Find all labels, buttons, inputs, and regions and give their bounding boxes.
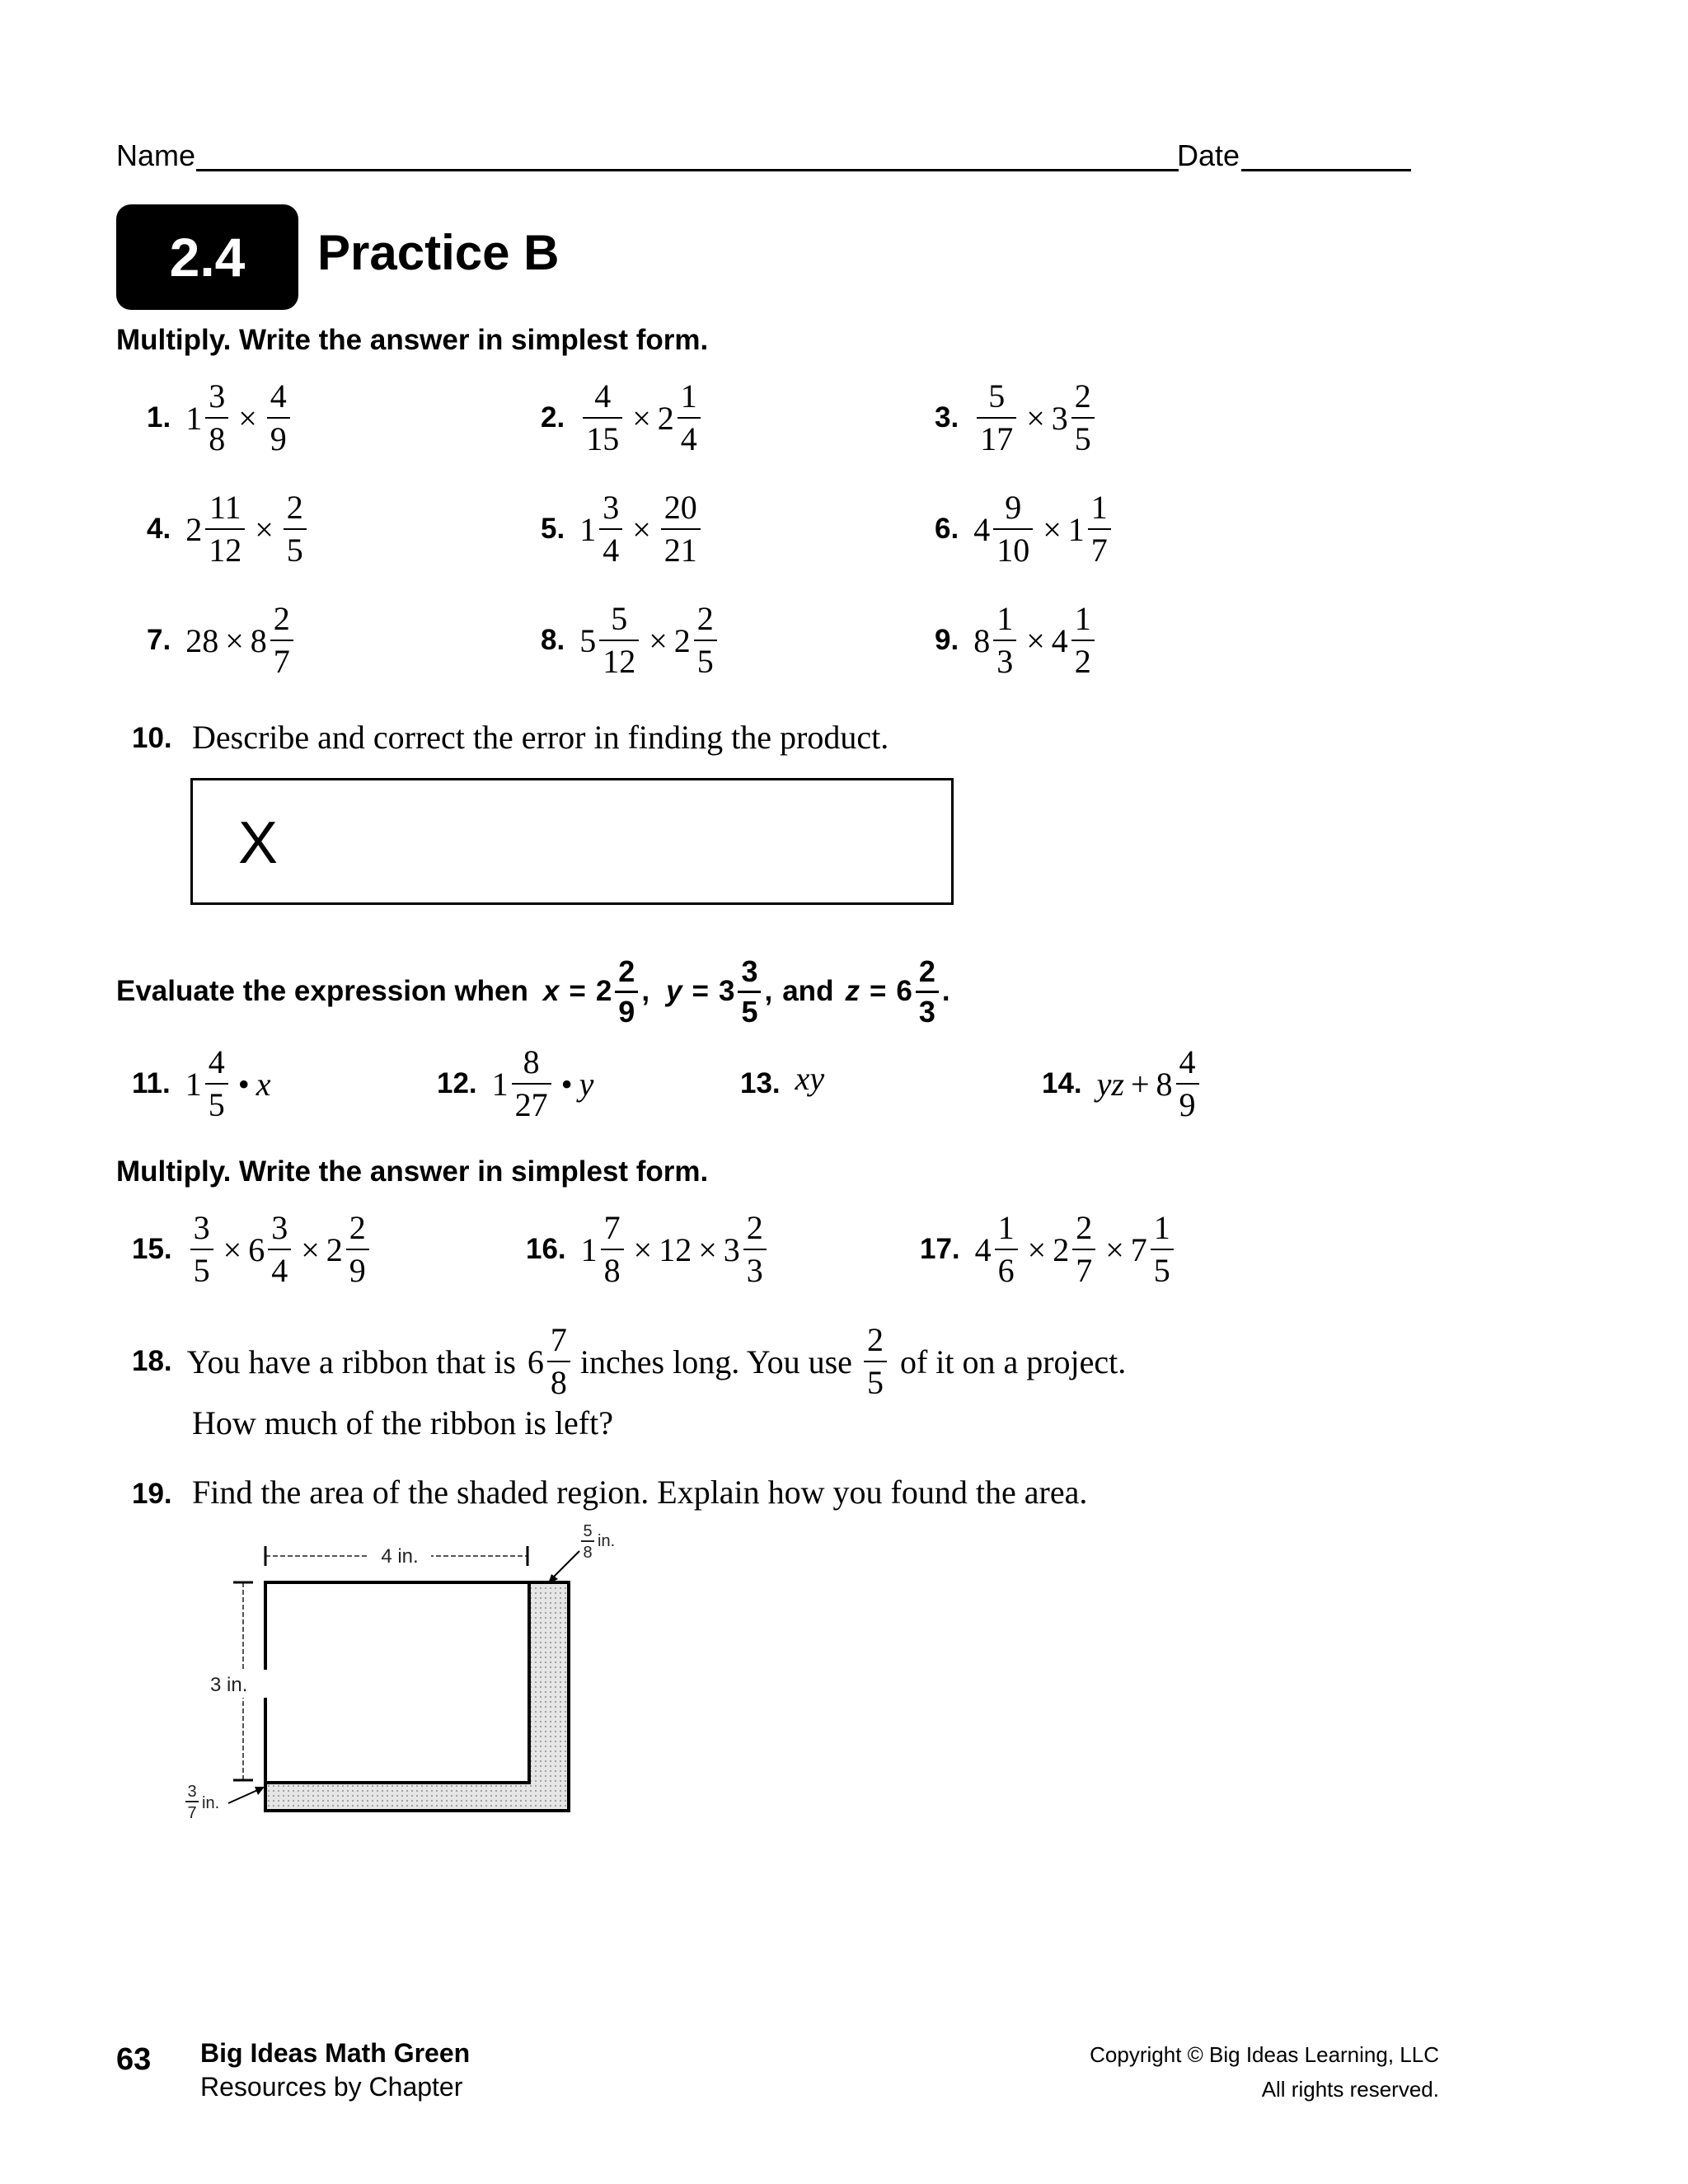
- denominator: 9: [615, 991, 638, 1028]
- whole: 4: [974, 1230, 992, 1268]
- fraction: [661, 490, 701, 568]
- copyright: Copyright © Big Ideas Learning, LLC: [1090, 2042, 1439, 2067]
- problem-15: [132, 1204, 373, 1295]
- denominator: 5: [738, 991, 761, 1028]
- problem-number: 14.: [1042, 1067, 1082, 1099]
- numerator: 2: [286, 489, 303, 526]
- whole: 6: [527, 1343, 544, 1380]
- fraction: [995, 1211, 1018, 1288]
- fraction: [993, 602, 1016, 679]
- fraction: [205, 379, 228, 457]
- equals-sign: =: [869, 975, 887, 1007]
- whole: 2: [1053, 1230, 1070, 1268]
- whole: 8: [1156, 1065, 1173, 1103]
- var-z: z: [845, 975, 860, 1007]
- denominator: 12: [599, 640, 639, 679]
- fraction: [601, 1211, 624, 1288]
- fraction: [547, 1323, 570, 1400]
- variable: x: [256, 1065, 271, 1103]
- denominator: 9: [346, 1249, 369, 1288]
- bottom-height-denominator: 7: [187, 1804, 197, 1822]
- operator: ×: [1027, 1230, 1047, 1268]
- fraction: [270, 602, 293, 679]
- denominator: 10: [993, 528, 1033, 568]
- numerator: 2: [866, 1321, 884, 1358]
- whole: 1: [579, 510, 597, 548]
- denominator: 12: [205, 528, 245, 568]
- denominator: 7: [1072, 1249, 1095, 1288]
- expression: yz: [1096, 1065, 1124, 1103]
- fraction: [993, 490, 1033, 568]
- problem-number: 8.: [541, 624, 565, 656]
- fraction: [1151, 1211, 1174, 1288]
- fraction: [678, 379, 701, 457]
- page-title: Practice B: [317, 225, 560, 280]
- problem-number: 6.: [935, 513, 959, 545]
- fraction: [1071, 602, 1095, 679]
- numerator: 2: [1076, 1209, 1093, 1246]
- problem-number: 13.: [740, 1067, 781, 1099]
- numerator: 2: [696, 600, 714, 637]
- inner-rectangle: [265, 1582, 529, 1783]
- fraction: [599, 602, 639, 679]
- problem-3: [935, 373, 1098, 463]
- and-word: and: [782, 975, 834, 1007]
- whole: 2: [185, 510, 203, 548]
- operator: •: [560, 1065, 573, 1103]
- denominator: 8: [205, 417, 228, 457]
- numerator: 3: [271, 1209, 288, 1246]
- denominator: 5: [864, 1361, 887, 1400]
- whole: 1: [185, 399, 203, 437]
- problem-number: 1.: [147, 401, 171, 434]
- problem-11: [132, 1038, 271, 1129]
- denominator: 5: [1071, 417, 1095, 457]
- fraction: [1088, 490, 1111, 568]
- whole: 6: [248, 1230, 265, 1268]
- numerator: 1: [1074, 600, 1091, 637]
- whole: 8: [250, 621, 267, 659]
- fraction: [284, 490, 307, 568]
- whole: 2: [657, 399, 674, 437]
- denominator: 9: [267, 417, 290, 457]
- page-number: 63: [116, 2042, 152, 2077]
- fraction: [268, 1211, 291, 1288]
- numerator: 2: [918, 954, 935, 988]
- integer: 28: [185, 621, 219, 659]
- numerator: 5: [988, 377, 1006, 415]
- numerator: 7: [550, 1321, 567, 1358]
- side-width-unit: in.: [598, 1532, 616, 1550]
- denominator: 5: [190, 1249, 213, 1288]
- problem-14: [1042, 1038, 1203, 1129]
- numerator: 2: [273, 600, 290, 637]
- numerator: 8: [523, 1043, 540, 1080]
- operator: ×: [1105, 1230, 1124, 1268]
- operator: ×: [223, 1230, 242, 1268]
- denominator: 4: [268, 1249, 291, 1288]
- fraction: [267, 379, 290, 457]
- problem-18-text-2: inches long. You use: [579, 1343, 852, 1380]
- fraction: [1176, 1045, 1199, 1122]
- whole: 1: [580, 1230, 598, 1268]
- denominator: 9: [1176, 1083, 1199, 1122]
- fraction: [583, 379, 622, 457]
- date-field[interactable]: [1241, 169, 1411, 171]
- problem-number: 11.: [132, 1067, 171, 1099]
- instruction-multiply-2: Multiply. Write the answer in simplest form.: [116, 1155, 709, 1188]
- fraction: [205, 1045, 228, 1122]
- book-subtitle: Resources by Chapter: [200, 2072, 463, 2102]
- operator: ×: [1043, 510, 1062, 548]
- name-field[interactable]: [196, 169, 1179, 171]
- width-label: 4 in.: [381, 1545, 419, 1568]
- whole: 3: [718, 975, 735, 1007]
- problem-number: 5.: [541, 513, 565, 545]
- whole: 1: [1067, 510, 1085, 548]
- numerator: 3: [603, 489, 620, 526]
- problem-7: [147, 595, 297, 686]
- numerator: 3: [193, 1209, 210, 1246]
- problem-18: [132, 1316, 1126, 1407]
- problem-10-number: 10.: [132, 722, 172, 754]
- problem-number: 15.: [132, 1233, 172, 1265]
- problem-1: [147, 373, 293, 463]
- fraction: [738, 956, 761, 1028]
- error-box: [190, 778, 954, 905]
- numerator: 3: [741, 954, 758, 988]
- instruction-multiply-1: Multiply. Write the answer in simplest form.: [116, 324, 709, 356]
- problem-4: [147, 484, 310, 574]
- numerator: 1: [997, 1209, 1015, 1246]
- fraction: [615, 956, 638, 1028]
- denominator: 8: [547, 1361, 570, 1400]
- denominator: 5: [694, 640, 717, 679]
- evaluate-prefix: Evaluate the expression when: [116, 975, 528, 1007]
- whole: 5: [579, 621, 597, 659]
- denominator: 17: [977, 417, 1016, 457]
- operator: ×: [1026, 399, 1045, 437]
- problem-17: [920, 1204, 1177, 1295]
- problem-number: 9.: [935, 624, 959, 656]
- height-label: 3 in.: [210, 1674, 248, 1696]
- period: .: [941, 975, 950, 1007]
- book-title: Big Ideas Math Green: [200, 2038, 471, 2068]
- fraction: [1072, 1211, 1095, 1288]
- fraction: [599, 490, 622, 568]
- numerator: 7: [603, 1209, 621, 1246]
- denominator: 7: [1088, 528, 1111, 568]
- section-badge: [116, 204, 298, 310]
- whole: 3: [723, 1230, 740, 1268]
- evaluate-instruction: [116, 954, 950, 1029]
- problem-number: 3.: [935, 401, 959, 434]
- denominator: 4: [678, 417, 701, 457]
- numerator: 5: [611, 600, 628, 637]
- operator: ×: [301, 1230, 320, 1268]
- side-width-denominator: 8: [583, 1544, 593, 1562]
- numerator: 9: [1005, 489, 1022, 526]
- shaded-region-figure: [177, 1516, 639, 1863]
- problem-18-text-3: of it on a project.: [899, 1343, 1127, 1380]
- denominator: 5: [1151, 1249, 1174, 1288]
- fraction: [205, 490, 245, 568]
- fraction: [694, 602, 717, 679]
- operator: ×: [698, 1230, 717, 1268]
- denominator: 4: [599, 528, 622, 568]
- denominator: 3: [916, 991, 939, 1028]
- numerator: 1: [1153, 1209, 1170, 1246]
- expression: xy: [795, 1059, 825, 1097]
- operator: ×: [632, 510, 651, 548]
- operator: +: [1130, 1065, 1150, 1103]
- denominator: 27: [512, 1083, 551, 1122]
- variable: y: [579, 1065, 594, 1103]
- rights: All rights reserved.: [1261, 2077, 1439, 2102]
- denominator: 8: [601, 1249, 624, 1288]
- numerator: 1: [1090, 489, 1108, 526]
- problem-10-text: Describe and correct the error in finding the product.: [192, 719, 889, 756]
- operator: ×: [633, 1230, 653, 1268]
- denominator: 5: [284, 528, 307, 568]
- problem-number: 16.: [526, 1233, 566, 1265]
- whole: 2: [326, 1230, 343, 1268]
- whole: 7: [1130, 1230, 1147, 1268]
- problem-5: [541, 484, 704, 574]
- whole: 4: [1051, 621, 1068, 659]
- problem-13: [740, 1038, 824, 1129]
- fraction: [512, 1045, 551, 1122]
- numerator: 4: [594, 377, 612, 415]
- var-y: y: [666, 975, 682, 1007]
- numerator: 2: [746, 1209, 763, 1246]
- date-label: Date: [1177, 138, 1240, 172]
- whole: 1: [491, 1065, 509, 1103]
- problem-19-text: Find the area of the shaded region. Explain how you found the area.: [192, 1474, 1088, 1511]
- numerator: 2: [1074, 377, 1091, 415]
- fraction: [346, 1211, 369, 1288]
- problem-19-number: 19.: [132, 1478, 172, 1510]
- denominator: 21: [661, 528, 701, 568]
- problem-number: 17.: [920, 1233, 960, 1265]
- numerator: 1: [680, 377, 697, 415]
- denominator: 6: [995, 1249, 1018, 1288]
- name-label: Name: [116, 138, 196, 172]
- numerator: 2: [349, 1209, 366, 1246]
- numerator: 1: [996, 600, 1014, 637]
- comma: ,: [641, 975, 650, 1007]
- operator: •: [237, 1065, 250, 1103]
- fraction: [1071, 379, 1095, 457]
- operator: ×: [649, 621, 668, 659]
- numerator: 20: [663, 489, 697, 526]
- comma: ,: [764, 975, 773, 1007]
- problem-16: [526, 1204, 770, 1295]
- bottom-height-unit: in.: [202, 1794, 220, 1812]
- error-x-mark: X: [238, 810, 279, 876]
- denominator: 3: [993, 640, 1016, 679]
- whole: 2: [673, 621, 691, 659]
- operator: ×: [1026, 621, 1045, 659]
- section-number: 2.4: [169, 227, 246, 288]
- numerator: 3: [209, 377, 226, 415]
- whole: 6: [896, 975, 912, 1007]
- numerator: 4: [208, 1043, 225, 1080]
- whole: 1: [185, 1065, 202, 1103]
- fraction: [864, 1323, 887, 1400]
- problem-number: 12.: [437, 1067, 477, 1099]
- denominator: 5: [205, 1083, 228, 1122]
- bottom-height-numerator: 3: [187, 1783, 197, 1801]
- numerator: 4: [1179, 1043, 1196, 1080]
- operator: ×: [632, 399, 651, 437]
- equals-sign: =: [692, 975, 709, 1007]
- fraction: [916, 956, 939, 1028]
- problem-18-text-1: You have a ribbon that is: [186, 1343, 516, 1380]
- denominator: 15: [583, 417, 622, 457]
- operator: ×: [255, 510, 274, 548]
- problem-number: 4.: [147, 513, 171, 545]
- numerator: 2: [618, 954, 635, 988]
- problem-number: 2.: [541, 401, 565, 434]
- whole: 8: [973, 621, 991, 659]
- denominator: 7: [270, 640, 293, 679]
- fraction: [190, 1211, 213, 1288]
- problem-18-text-4: How much of the ribbon is left?: [192, 1404, 613, 1441]
- fraction: [743, 1211, 767, 1288]
- fraction: [977, 379, 1016, 457]
- whole: 2: [595, 975, 612, 1007]
- operator: ×: [238, 399, 257, 437]
- problem-number: 7.: [147, 624, 171, 656]
- numerator: 4: [270, 377, 287, 415]
- denominator: 2: [1071, 640, 1095, 679]
- problem-9: [935, 595, 1098, 686]
- problem-8: [541, 595, 720, 686]
- side-width-numerator: 5: [583, 1522, 593, 1540]
- problem-6: [935, 484, 1114, 574]
- whole: 3: [1051, 399, 1068, 437]
- whole: 4: [973, 510, 991, 548]
- operator: ×: [225, 621, 244, 659]
- var-x: x: [542, 975, 560, 1007]
- problem-2: [541, 373, 704, 463]
- denominator: 3: [743, 1249, 767, 1288]
- numerator: 11: [209, 489, 241, 526]
- integer: 12: [659, 1230, 692, 1268]
- equals-sign: =: [569, 975, 586, 1007]
- problem-number: 18.: [132, 1345, 172, 1377]
- problem-12: [437, 1038, 593, 1129]
